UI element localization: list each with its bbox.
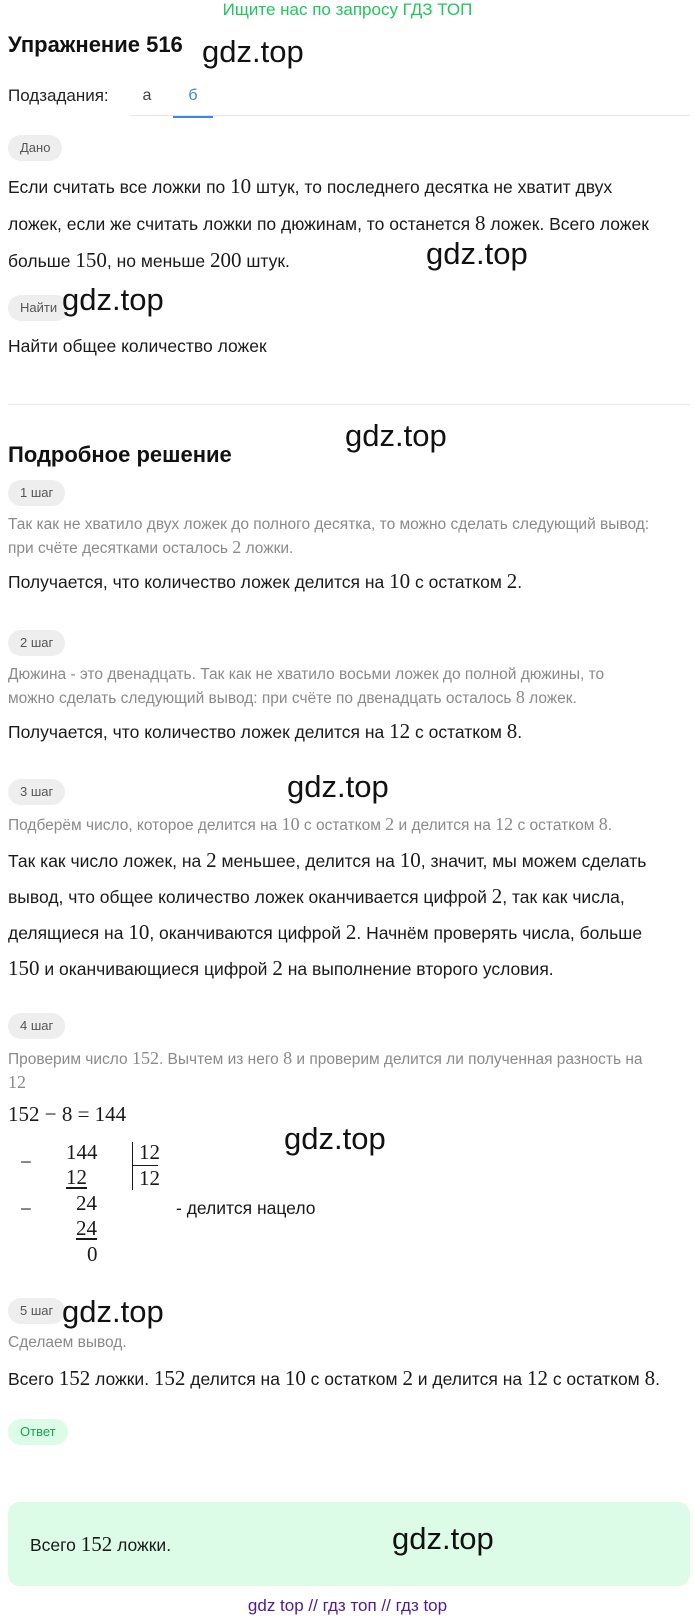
minus-sign: − (20, 1197, 32, 1221)
tab-b[interactable]: б (173, 76, 213, 118)
find-chip: Найти (8, 295, 69, 321)
step2-text: Получается, что количество ложек делится на 12 с остатком 8. (8, 719, 523, 743)
step5-chip-wrap (8, 1298, 65, 1324)
answer-box (8, 1502, 690, 1586)
tabs-divider (130, 115, 690, 116)
step3-chip: 3 шаг (8, 779, 65, 805)
watermark: gdz.top (202, 34, 304, 69)
answer-chip-wrap (8, 1419, 68, 1445)
given-text: Если считать все ложки по 10 штук, то последнего десятка не хватит двух ложек, если же считать ложки по дюжинам, то останется 8 ложек. Всего ложек больше 150, но меньше 200 штук. (8, 174, 649, 272)
minus-sign: − (20, 1150, 32, 1174)
divisor: 12 (139, 1140, 160, 1164)
quotient: 12 (139, 1166, 160, 1190)
page-title: Упражнение 516 (8, 32, 183, 57)
step2-chip-wrap (8, 630, 65, 656)
answer-text: Всего 152 ложки. (30, 1532, 172, 1556)
step2-chip: 2 шаг (8, 630, 65, 656)
remainder-1: 24 (76, 1191, 97, 1215)
division-note: - делится нацело (176, 1198, 316, 1218)
find-block (8, 295, 69, 321)
watermark: gdz.top (284, 1121, 386, 1156)
step1-hint: Так как не хватило двух ложек до полного десятка, то можно сделать следующий вывод: при счёте десятками осталось 2 ложки. (8, 516, 650, 557)
step4-chip: 4 шаг (8, 1013, 65, 1039)
step3-hint: Подберём число, которое делится на 10 с остатком 2 и делится на 12 с остатком 8. (8, 814, 613, 834)
dividend: 144 (66, 1140, 98, 1164)
division-bar (132, 1142, 133, 1190)
step1-chip: 1 шаг (8, 480, 65, 506)
section-divider (8, 404, 690, 405)
subtasks-label: Подзадания: (8, 86, 109, 105)
step5-chip: 5 шаг (8, 1298, 65, 1324)
step1-chip-wrap (8, 480, 65, 506)
given-chip: Дано (8, 135, 62, 161)
long-division (8, 1136, 338, 1266)
step4-hint: Проверим число 152. Вычтем из него 8 и проверим делится ли полученная разность на 12 (8, 1048, 643, 1092)
remainder-2: 0 (87, 1242, 98, 1266)
step3-chip-wrap (8, 779, 65, 805)
search-banner: Ищите нас по запросу ГДЗ ТОП (222, 0, 473, 19)
watermark: gdz.top (287, 769, 389, 804)
watermark: gdz.top (62, 282, 164, 317)
watermark: gdz.top (62, 1294, 164, 1329)
subtrahend-1: 12 (66, 1165, 87, 1189)
watermark: gdz.top (345, 418, 447, 453)
tab-a[interactable]: а (142, 87, 152, 104)
step4-equation: 152 − 8 = 144 (8, 1102, 127, 1126)
watermark: gdz.top (392, 1521, 494, 1556)
footer-links[interactable]: gdz top // гдз топ // гдз top (247, 1596, 448, 1615)
given-block (8, 135, 62, 161)
step5-hint: Сделаем вывод. (8, 1334, 127, 1351)
watermark: gdz.top (426, 236, 528, 271)
subtrahend-2: 24 (76, 1216, 97, 1240)
answer-chip: Ответ (8, 1419, 68, 1445)
step4-chip-wrap (8, 1013, 65, 1039)
step2-hint: Дюжина - это двенадцать. Так как не хватило восьми ложек до полной дюжины, то можно сделать следующий вывод: при счёте по двенадцать осталось 8 ложек. (8, 666, 605, 707)
step3-text: Так как число ложек, на 2 меньшее, делится на 10, значит, мы можем сделать вывод, что общее количество ложек оканчивается цифрой 2, так как числа, делящиеся на 10, оканчиваются цифрой 2. Начнём проверять числа, больше 150 и оканчивающиеся цифрой 2 на выполнение второго условия. (8, 848, 647, 980)
solution-heading: Подробное решение (8, 442, 232, 467)
find-text: Найти общее количество ложек (8, 336, 267, 356)
step5-text: Всего 152 ложки. 152 делится на 10 с остатком 2 и делится на 12 с остатком 8. (8, 1366, 660, 1390)
step1-text: Получается, что количество ложек делится на 10 с остатком 2. (8, 569, 523, 593)
